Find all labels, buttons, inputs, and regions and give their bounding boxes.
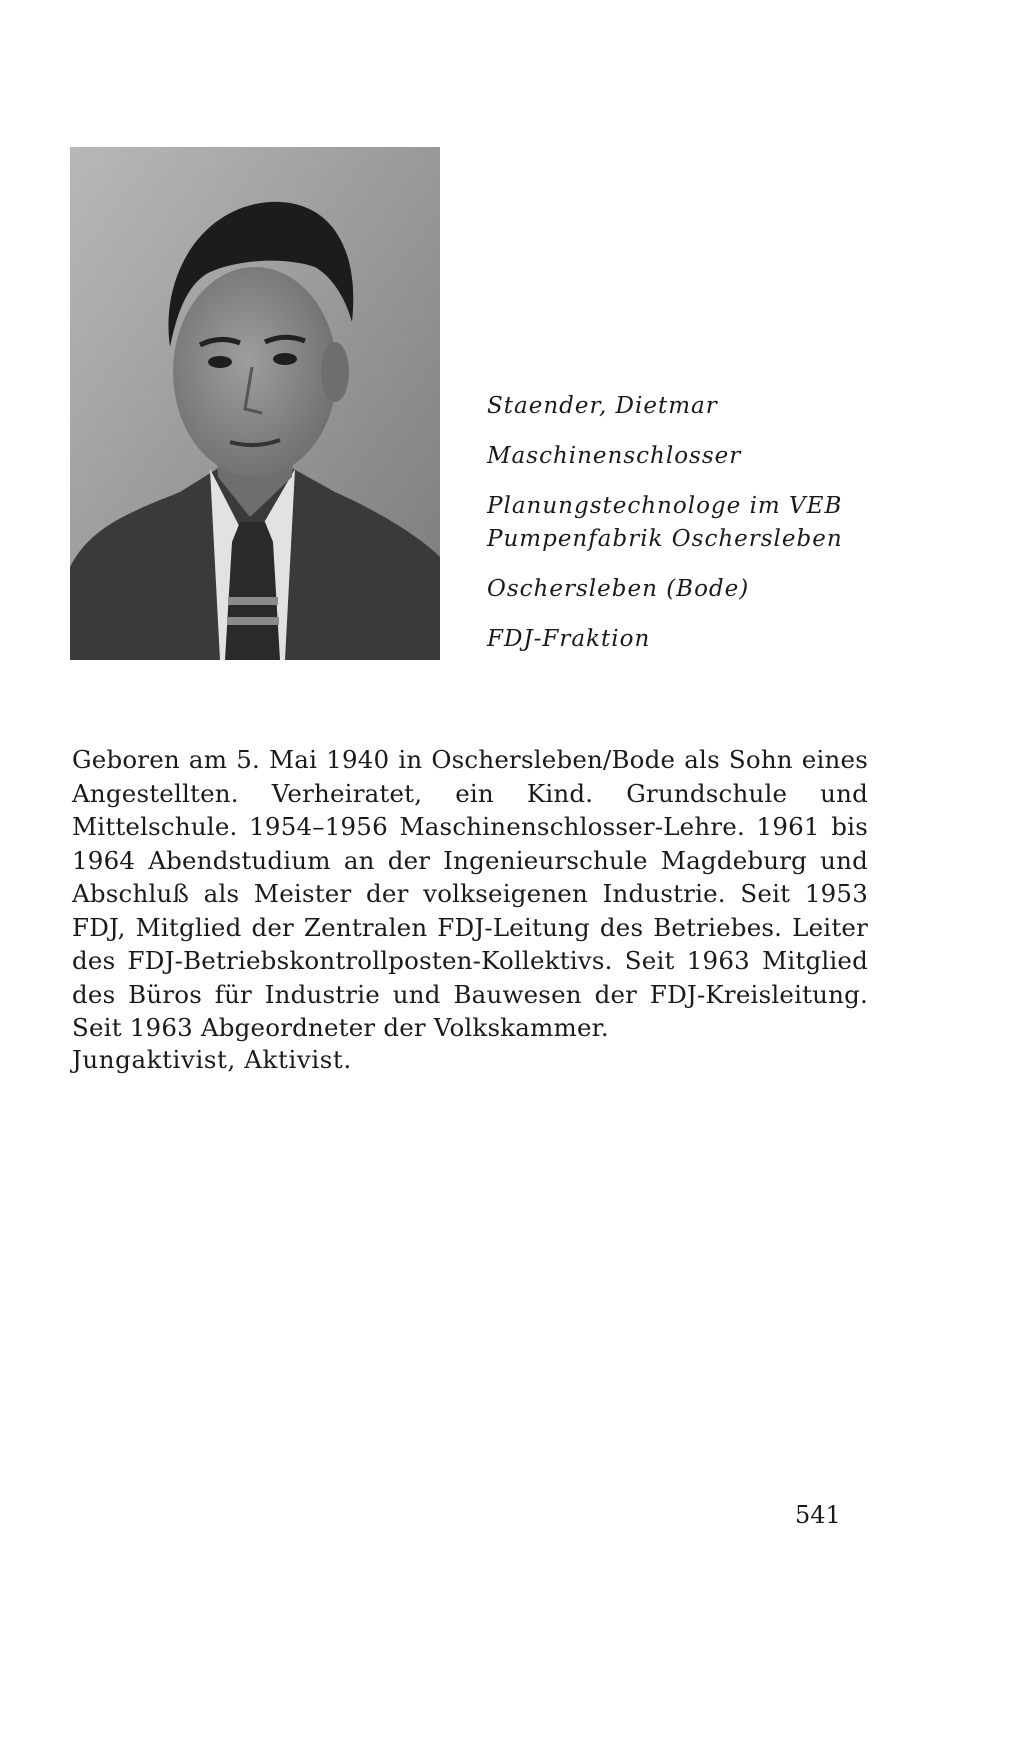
portrait-illustration	[70, 147, 440, 660]
tie-stripe	[228, 597, 278, 605]
eye-left	[208, 356, 232, 368]
tie-stripe	[227, 617, 279, 625]
person-position-line-1: Planungstechnologe im VEB	[487, 493, 843, 519]
person-name: Staender, Dietmar	[487, 393, 718, 419]
person-position-line-2: Pumpenfabrik Oschersleben	[487, 526, 843, 552]
person-info-block	[487, 390, 927, 656]
honors-text: Jungaktivist, Aktivist.	[72, 1045, 352, 1074]
person-faction: FDJ-Fraktion	[487, 626, 651, 652]
ear-shape	[321, 342, 349, 402]
person-trade: Maschinenschlosser	[487, 443, 742, 469]
biography-text: Geboren am 5. Mai 1940 in Oschersleben/Bode als Sohn eines Angestellten. Verheiratet, ein Kind. Grundschule und Mittelschule. 1954–1956 Maschinenschlosser-Lehre. 1961 bis 1964 Abendstudium an der Ingenieurschule Magdeburg und Abschluß als Meister der volkseigenen Industrie. Seit 1953 FDJ, Mitglied der Zentralen FDJ-Leitung des Betriebes. Leiter des FDJ-Betriebskontrollposten-Kollektivs. Seit 1963 Mitglied des Büros für Industrie und Bauwesen der FDJ-Kreisleitung. Seit 1963 Abgeordneter der Volkskammer.	[72, 745, 868, 1042]
page-number: 541	[795, 1501, 841, 1529]
person-place: Oschersleben (Bode)	[487, 576, 750, 602]
portrait-photo	[70, 147, 440, 660]
eye-right	[273, 353, 297, 365]
tie-shape	[225, 522, 280, 660]
